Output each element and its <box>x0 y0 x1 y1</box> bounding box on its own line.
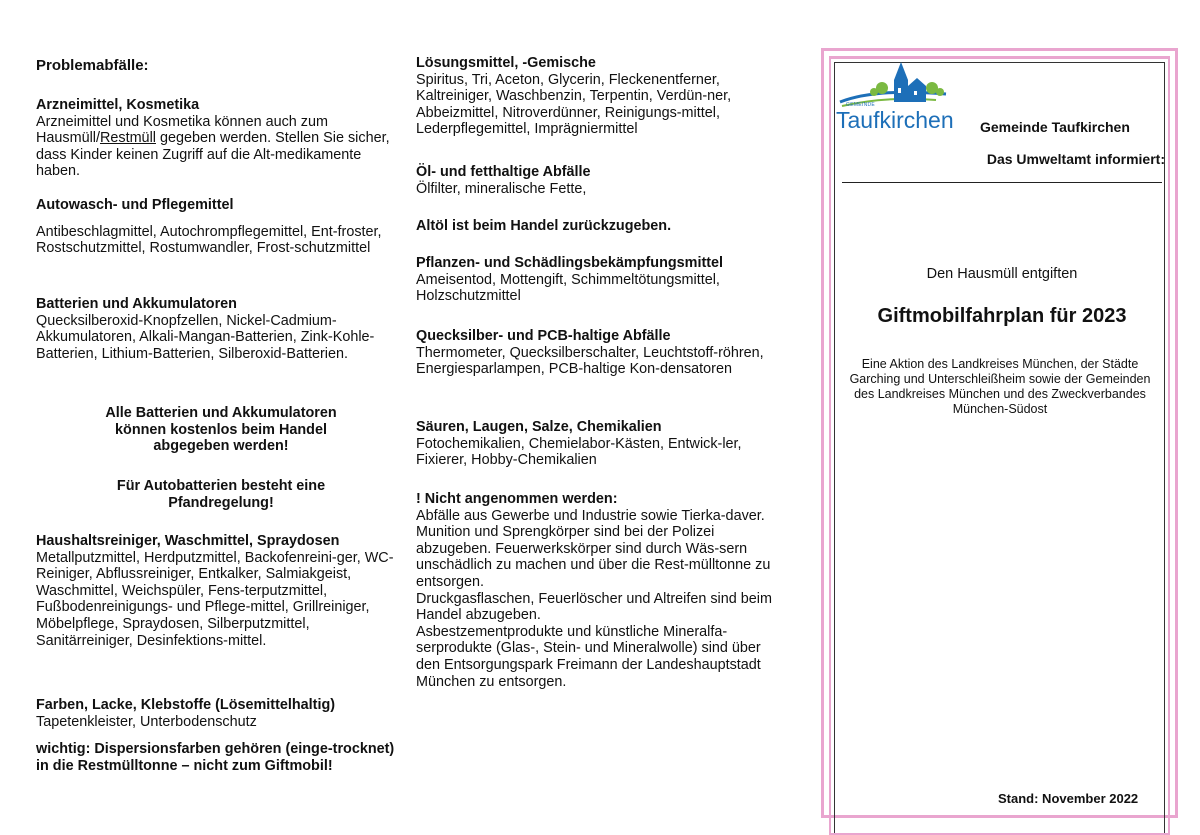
section-title: Quecksilber- und PCB-haltige Abfälle <box>416 328 671 344</box>
section-text: Antibeschlagmittel, Autochrompflegemittel, Ent-froster, Rostschutzmittel, Rostumwandler, Frost-schutzmittel <box>36 223 382 257</box>
section-text: Metallputzmittel, Herdputzmittel, Backofenreini-ger, WC-Reiniger, Abflussreiniger, Entkalker, Salmiakgeist, Waschmittel, Weichspüler, Fens-terputzmittel, Fußbodenreinigungs- und Pflege-mittel, Grillreiniger, Möbelpflege, Spraydosen, Silberputzmittel, Sanitärreiniger, Desinfektions-mittel. <box>36 549 394 649</box>
batterien-hinweis: Alle Batterien und Akkumulatoren können kostenlos beim Handel abgegeben werden! <box>105 405 337 455</box>
heading-problemabfaelle: Problemabfälle: <box>36 57 149 74</box>
cover-inner-line <box>834 62 1165 833</box>
stand-date: Stand: November 2022 <box>998 791 1139 806</box>
section-text: Spiritus, Tri, Aceton, Glycerin, Fleckenentferner, Kaltreiniger, Waschbenzin, Terpentin, Verdün-ner, Abbeizmittel, Nitroverdünner, Reinigungs-mittel, Lederpflegemittel, Imprägniermittel <box>416 71 732 138</box>
wichtig-hinweis: wichtig: Dispersionsfarben gehören (einge-trocknet) in die Restmülltonne – nicht zum Giftmobil! <box>36 741 395 774</box>
header-divider <box>842 182 1162 183</box>
logo-small-text: GEMEINDE <box>846 102 876 108</box>
cover-inner-frame <box>829 56 1170 835</box>
section-saeuren <box>416 419 786 469</box>
section-title: Lösungsmittel, -Gemische <box>416 55 596 71</box>
section-title: Batterien und Akkumulatoren <box>36 296 237 312</box>
aktion-text: Eine Aktion des Landkreises München, der Städte Garching und Unterschleißheim sowie der Gemeinden des Landkreises München und des Zweckverbandes München-Südost <box>849 357 1151 416</box>
section-text: Thermometer, Quecksilberschalter, Leuchtstoff-röhren, Energiesparlampen, PCB-haltige Kon-densatoren <box>416 344 764 378</box>
restmuell-underlined: Restmüll <box>99 130 156 147</box>
section-text: Ölfilter, mineralische Fette, <box>416 180 587 197</box>
section-text: Fotochemikalien, Chemielabor-Kästen, Entwick-ler, Fixierer, Hobby-Chemikalien <box>416 435 742 469</box>
section-title: Haushaltsreiniger, Waschmittel, Spraydosen <box>36 533 340 549</box>
section-title: Autowasch- und Pflegemittel <box>36 197 234 213</box>
cover-title: Giftmobilfahrplan für 2023 <box>877 305 1127 327</box>
section-autowasch <box>36 197 406 257</box>
section-haushaltsreiniger <box>36 533 406 649</box>
taufkirchen-logo <box>836 58 976 132</box>
section-batterien <box>36 296 406 362</box>
gemeinde-name: Gemeinde Taufkirchen <box>980 119 1130 135</box>
section-text: Ameisentod, Mottengift, Schimmeltötungsmittel, Holzschutzmittel <box>416 271 720 305</box>
section-arzneimittel <box>36 97 406 180</box>
section-title: ! Nicht angenommen werden: <box>416 491 618 507</box>
section-title: Pflanzen- und Schädlingsbekämpfungsmittel <box>416 255 724 271</box>
section-title: Farben, Lacke, Klebstoffe (Lösemittelhaltig) <box>36 697 336 713</box>
section-text: Arzneimittel und Kosmetika können auch zum Hausmüll/Restmüll gegeben werden. Stellen Sie sicher, dass Kinder keinen Zugriff auf die Alt-medikamente haben. <box>36 113 390 180</box>
section-pflanzenschutz <box>416 255 786 305</box>
section-title: Arzneimittel, Kosmetika <box>36 97 200 113</box>
section-text: Tapetenkleister, Unterbodenschutz <box>36 713 257 730</box>
section-quecksilber <box>416 328 786 378</box>
section-text: Abfälle aus Gewerbe und Industrie sowie Tierka-daver. Munition und Sprengkörper sind bei der Polizei abzugeben. Feuerwerkskörper sind durch Wäs-sern unschädlich zu machen und über die Rest-mülltonne zu entsorgen. Druckgasflaschen, Feuerlöscher und Altreifen sind beim Handel abzugeben. Asbestzementprodukte und künstliche Mineralfa-serprodukte (Glas-, Stein- und Mineralwolle) sind über den Entsorgungspark Freimann der Landeshauptstadt München zu entsorgen. <box>416 507 772 690</box>
logo-name: Taufkirchen <box>836 107 954 133</box>
autobatterien-hinweis: Für Autobatterien besteht eine Pfandregelung! <box>116 478 326 511</box>
hausmuell-subtitle: Den Hausmüll entgiften <box>926 266 1078 282</box>
altoel-hinweis: Altöl ist beim Handel zurückzugeben. <box>416 218 672 234</box>
section-title: Säuren, Laugen, Salze, Chemikalien <box>416 419 662 435</box>
section-loesungsmittel <box>416 55 786 138</box>
section-oel <box>416 164 786 197</box>
section-farben <box>36 697 406 730</box>
section-nicht-angenommen <box>416 491 786 690</box>
section-title: Öl- und fetthaltige Abfälle <box>416 164 591 180</box>
umweltamt-info: Das Umweltamt informiert: <box>986 151 1165 167</box>
section-text: Quecksilberoxid-Knopfzellen, Nickel-Cadmium-Akkumulatoren, Alkali-Mangan-Batterien, Zink-Kohle-Batterien, Lithium-Batterien, Silberoxid-Batterien. <box>36 312 375 362</box>
